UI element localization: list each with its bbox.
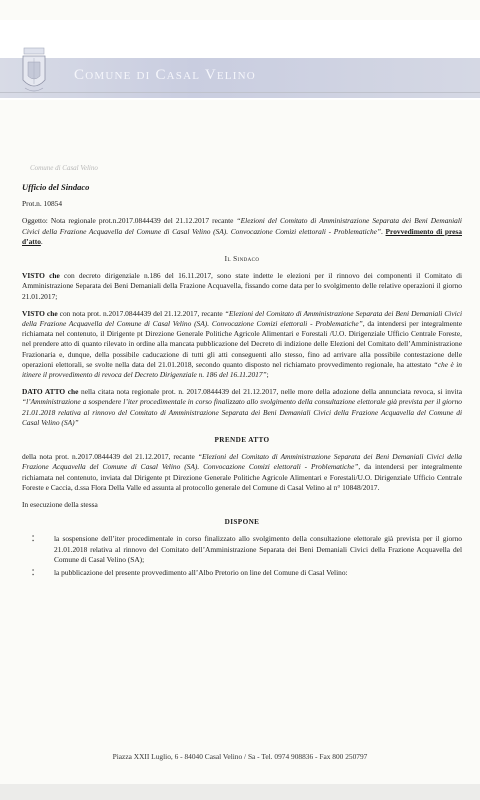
subject-title: “Elezioni del Comitato di Amministrazione Separata dei Beni Demaniali Civici della Frazione Acquavella del Comune di Casal Velino (SA). Convocazione Comizi elettorali - Problematiche” xyxy=(22,216,462,236)
dato-atto-paragraph xyxy=(22,387,462,428)
subject-action: Provvedimento di presa d’atto xyxy=(22,226,462,246)
subject-lead: Oggetto: Nota regionale prot.n.2017.0844439 del 21.12.2017 recante xyxy=(22,216,237,226)
municipal-crest-icon xyxy=(20,46,48,96)
bullet-icon: ⁚ xyxy=(31,568,35,578)
office-title: Ufficio del Sindaco xyxy=(22,182,90,192)
subject-end: . xyxy=(40,236,43,246)
visto-2-quote-1: “Elezioni del Comitato di Amministrazione Separata dei Beni Demaniali Civici della Frazione Acquavella del Comune di Casal Velino (SA). Convocazione Comizi elettorali - Problematiche” xyxy=(22,308,463,329)
footer-address: Piazza XXII Luglio, 6 - 84040 Casal Velino / Sa - Tel. 0974 908836 - Fax 800 250797 xyxy=(112,752,368,761)
prende-atto-text-a: della nota prot. n.2017.0844439 del 21.12.2017, recante xyxy=(22,452,198,462)
dispone-heading: DISPONE xyxy=(224,518,260,527)
protocol-number: Prot.n. 10854 xyxy=(22,199,63,209)
page-bottom-edge xyxy=(0,784,480,800)
visto-paragraph-1 xyxy=(22,271,462,302)
visto-2-text-a: con nota prot. n.2017.0844439 del 21.12.2017, recante xyxy=(57,308,225,318)
subject-separator: . xyxy=(381,226,386,236)
letterhead xyxy=(0,20,480,100)
mayor-heading: Il Sindaco xyxy=(224,255,260,264)
execution-line: In esecuzione della stessa xyxy=(22,500,98,510)
header-divider xyxy=(0,92,480,93)
subject-paragraph xyxy=(22,216,462,247)
municipality-name: Comune di Casal Velino xyxy=(74,67,256,83)
list-item xyxy=(22,534,462,565)
visto-2-end: ; xyxy=(266,370,269,380)
visto-2-text-b: , da intendersi per integralmente richiamata nel contenuto, il Dirigente pt Direzione Generale Politiche Agricole Alimentari e Forestali /U.O. Dirigenziale Ufficio Centrale Foreste, nel prendere atto di quanto rilevato in ordine alla mancata pubblicazione del Decreto di indizione delle Elezioni del Comitato dell’Amministrazione Frazionaria e, dunque, della possibile caducazione di tutti gli atti conseguenti allo stesso, fino ad arrivare alla possibile contestazione delle operazioni elettorali, se svolte nella data del 21.01.2018, secondo quanto disposto nel richiamato provvedimento regionale, ha attestato xyxy=(22,319,462,369)
list-item-text: la sospensione dell’iter procedimentale in corso finalizzato allo svolgimento della consultazione elettorale già prevista per il giorno 21.01.2018 relativa al rinnovo del Comitato dell’Amministrazione Separata dei Beni Demaniali Civici della Frazione Acquavella del Comune di Casal Velino (SA); xyxy=(54,534,462,564)
prende-atto-quote: “Elezioni del Comitato di Amministrazione Separata dei Beni Demaniali Civici della Frazione Acquavella del Comune di Casal Velino (SA). Convocazione Comizi elettorali - Problematiche” xyxy=(22,452,463,472)
dato-atto-keyword: DATO ATTO che xyxy=(22,387,79,397)
prende-atto-paragraph xyxy=(22,452,462,493)
visto-2-quote-2: “che è in itinere il provvedimento di revoca del Decreto Dirigenziale n. 186 del 16.11.2017” xyxy=(22,359,462,380)
document-body xyxy=(22,182,462,581)
prende-atto-text-b: , da intendersi per integralmente richiamata nel contenuto, inviata dal Dirigente pt Direzione Generale Politiche Agricole Alimentari e Forestali/U.O. Dirigenziale Ufficio Centrale Foreste e Caccia, d.ssa Flora Della Valle ed assunta al protocollo generale del Comune di Casal Velino al n° 10848/2017. xyxy=(22,462,462,492)
dato-atto-quote: “l’Amministrazione a sospendere l’iter procedimentale in corso finalizzato allo svolgimento della consultazione elettorale già prevista per il giorno 21.01.2018 relativa al rinnovo del Comitato di Amministrazione Separata dei Beni Demaniali Civici della Frazione Acquavella del Comune di Casal Velino (SA)” xyxy=(22,397,462,427)
visto-2-keyword: VISTO che xyxy=(22,308,58,318)
visto-1-text: con decreto dirigenziale n.186 del 16.11.2017, sono state indette le elezioni per il rinnovo dei componenti il Comitato di Amministrazione Separata dei Beni Demaniali della Frazione Acquavella, fissando come data per lo svolgimento delle relative operazioni il giorno 21.01.2017; xyxy=(22,271,462,301)
bullet-icon: ⁚ xyxy=(31,534,35,544)
prende-atto-heading: PRENDE ATTO xyxy=(214,436,270,445)
dato-atto-text: nella citata nota regionale prot. n. 2017.0844439 del 21.12.2017, nelle more della adozione della annunciata revoca, si invita xyxy=(78,387,463,397)
faint-watermark-text: Comune di Casal Velino xyxy=(30,164,98,172)
visto-paragraph-2 xyxy=(22,309,462,380)
list-item xyxy=(22,568,462,578)
visto-1-keyword: VISTO che xyxy=(22,271,60,281)
list-item-text: la pubblicazione del presente provvedimento all’Albo Pretorio on line del Comune di Casal Velino: xyxy=(54,568,348,578)
